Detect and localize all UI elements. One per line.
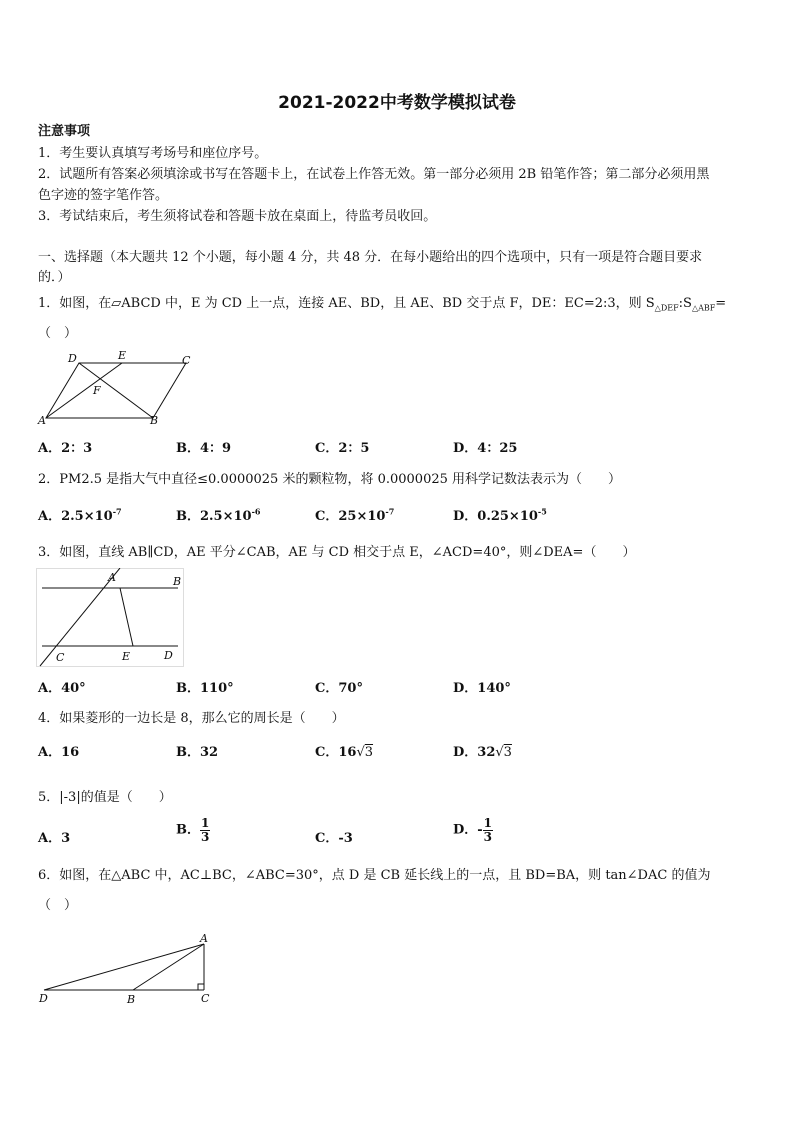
q1-option-d: D．4：25 <box>453 441 518 456</box>
q5-option-a: A．3 <box>38 831 71 846</box>
label-b: B <box>150 414 159 427</box>
label-f: F <box>93 384 101 397</box>
q1-option-c: C．2：5 <box>315 441 370 456</box>
notice-item: 1．考生要认真填写考场号和座位序号。 <box>38 146 268 161</box>
label-a: A <box>108 571 116 584</box>
q2-option-d: D．$0.25\times 10^{-5}$ <box>453 506 547 524</box>
right-angle-mark <box>198 984 204 990</box>
label-c: C <box>201 992 210 1005</box>
question-6-paren: （ ） <box>38 898 78 913</box>
label-d: D <box>39 992 48 1005</box>
q2-option-c: C．$25\times 10^{-7}$ <box>315 506 395 524</box>
section-heading-cont: 的．） <box>38 270 71 285</box>
q3-option-a: A．40° <box>38 681 86 696</box>
q4-option-a: A．16 <box>38 745 80 760</box>
segment-ad <box>44 944 204 990</box>
q5-option-d: D．- $\frac{1}{3}$ <box>453 816 493 844</box>
notice-item: 3．考试结束后，考生须将试卷和答题卡放在桌面上，待监考员收回。 <box>38 209 437 224</box>
q2-option-b: B．$2.5\times 10^{-6}$ <box>176 506 261 524</box>
segment-ae <box>120 588 133 646</box>
q3-option-b: B．110° <box>176 681 234 696</box>
segment-ab <box>133 944 204 990</box>
label-e: E <box>118 349 127 362</box>
question-1-figure <box>36 348 196 428</box>
q5-option-b: B． $\frac{1}{3}$ <box>176 816 210 844</box>
q1-option-a: A．2：3 <box>38 441 93 456</box>
label-b: B <box>127 993 136 1006</box>
q3-option-d: D．140° <box>453 681 511 696</box>
question-1-text: 1．如图，在▱ABCD 中，E 为 CD 上一点，连接 AE、BD，且 AE、BD 交于点 F，DE：EC=2:3，则 $S_{\triangle DEF}:S_{\triangle ABF}=$ <box>38 296 727 313</box>
notice-item: 色字迹的签字笔作答。 <box>38 188 169 203</box>
question-3-text: 3．如图，直线 AB∥CD，AE 平分∠CAB，AE 与 CD 相交于点 E，∠ACD=40°，则∠DEA=（ ） <box>38 545 636 560</box>
label-c: C <box>56 651 65 664</box>
label-d: D <box>68 352 77 365</box>
q2-option-a: A．$2.5\times 10^{-7}$ <box>38 506 122 524</box>
q5-option-c: C．-3 <box>315 831 353 846</box>
question-6-text: 6．如图，在△ABC 中，AC⊥BC，∠ABC=30°，点 D 是 CB 延长线上的一点，且 BD=BA，则 tan∠DAC 的值为 <box>38 868 711 883</box>
label-b: B <box>173 575 182 588</box>
question-3-figure <box>36 568 186 668</box>
label-d: D <box>164 649 173 662</box>
notice-item: 2．试题所有答案必须填涂或书写在答题卡上，在试卷上作答无效。第一部分必须用 2B 铅笔作答；第二部分必须用黑 <box>38 167 710 182</box>
question-6-figure <box>36 930 226 1010</box>
q1-option-b: B．4：9 <box>176 441 232 456</box>
label-a: A <box>200 932 208 945</box>
q4-option-d: D．32√3 <box>453 745 512 760</box>
q4-option-b: B．32 <box>176 745 219 760</box>
section-heading: 一、选择题（本大题共 12 个小题，每小题 4 分，共 48 分．在每小题给出的四个选项中，只有一项是符合题目要求 <box>38 250 703 265</box>
segment-bd <box>79 363 153 418</box>
label-a: A <box>38 414 46 427</box>
notice-heading: 注意事项 <box>38 124 91 139</box>
question-1-paren: （ ） <box>38 326 78 341</box>
question-4-text: 4．如果菱形的一边长是 8，那么它的周长是（ ） <box>38 711 345 726</box>
fraction: $\frac{1}{3}$ <box>201 816 210 844</box>
segment-ae <box>46 363 122 418</box>
label-c: C <box>182 354 191 367</box>
q4-option-c: C．16√3 <box>315 745 374 760</box>
fraction: $\frac{1}{3}$ <box>483 816 493 844</box>
page-title: 2021-2022中考数学模拟试卷 <box>278 93 516 113</box>
label-e: E <box>122 650 131 663</box>
q3-option-c: C．70° <box>315 681 363 696</box>
question-5-text: 5．|-3|的值是（ ） <box>38 790 172 805</box>
question-2-text: 2．PM2.5 是指大气中直径≤0.0000025 米的颗粒物，将 0.0000025 用科学记数法表示为（ ） <box>38 472 622 487</box>
